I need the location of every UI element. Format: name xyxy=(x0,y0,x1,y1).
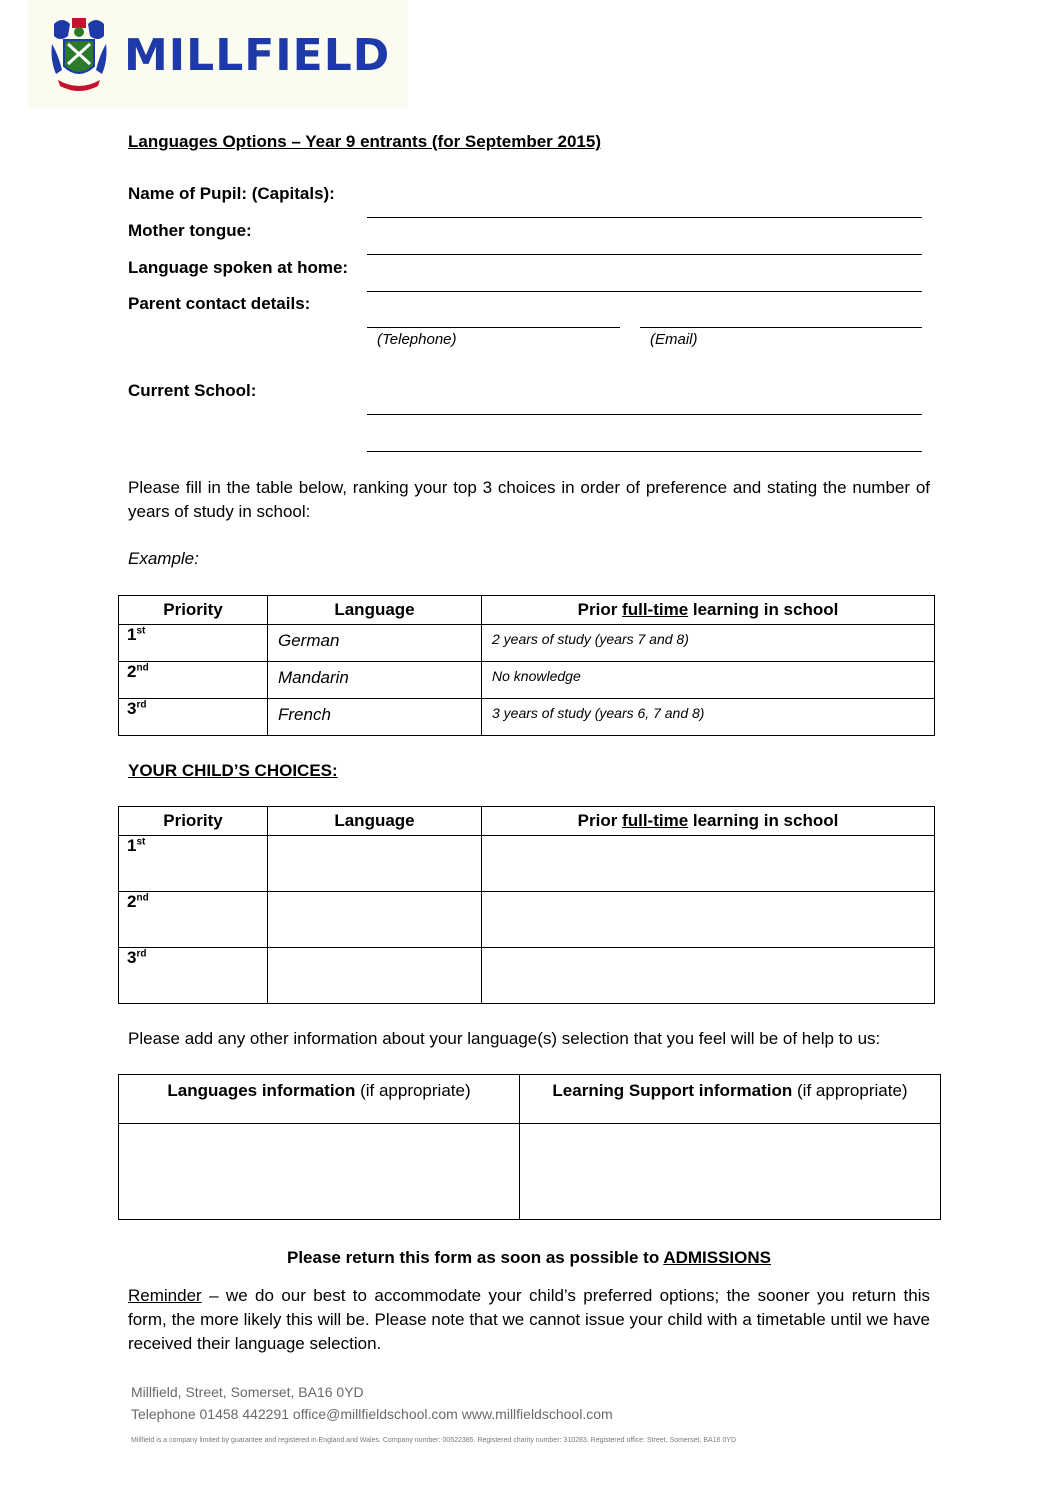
prior-cell: 2 years of study (years 7 and 8) xyxy=(482,625,935,662)
language-header: Language xyxy=(268,596,482,625)
priority-cell: 3rd xyxy=(119,948,268,1004)
parent-contact-label: Parent contact details: xyxy=(128,294,311,313)
mother-tongue-label: Mother tongue: xyxy=(128,221,252,240)
current-school-field-1[interactable] xyxy=(367,414,922,415)
priority-header: Priority xyxy=(119,807,268,836)
reminder-text: Reminder – we do our best to accommodate your child’s preferred options; the sooner you return this form, the more likely this will be. Please note that we cannot issue your child with a timetable until we have received their language selection. xyxy=(128,1286,930,1353)
language-cell: French xyxy=(268,699,482,736)
footer-address: Millfield, Street, Somerset, BA16 0YD xyxy=(131,1384,364,1400)
school-crest-icon xyxy=(48,14,110,98)
email-caption: (Email) xyxy=(650,331,698,348)
footer-contact: Telephone 01458 442291 office@millfieldschool.com www.millfieldschool.com xyxy=(131,1406,613,1422)
prior-input-cell[interactable] xyxy=(482,948,935,1004)
priority-cell: 2nd xyxy=(119,662,268,699)
language-input-cell[interactable] xyxy=(268,948,482,1004)
priority-cell: 3rd xyxy=(119,699,268,736)
home-language-field[interactable] xyxy=(367,291,922,292)
support-info-input[interactable] xyxy=(520,1124,941,1220)
languages-info-input[interactable] xyxy=(119,1124,520,1220)
languages-info-header: Languages information (if appropriate) xyxy=(119,1075,520,1124)
form-title: Languages Options – Year 9 entrants (for September 2015) xyxy=(128,132,602,151)
return-notice: Please return this form as soon as possible to ADMISSIONS xyxy=(287,1248,771,1267)
current-school-label: Current School: xyxy=(128,381,257,400)
footer-legal: Millfield is a company limited by guarantee and registered in England and Wales. Company number: 00522385. Registered charity number: 310283. Registered office: Street, Somerset, BA16 0YD xyxy=(131,1437,737,1444)
choices-table xyxy=(118,806,935,1004)
choices-heading: YOUR CHILD’S CHOICES: xyxy=(128,761,338,780)
table-row xyxy=(119,1124,941,1220)
prior-input-cell[interactable] xyxy=(482,892,935,948)
table-row xyxy=(119,892,935,948)
other-info-text: Please add any other information about your language(s) selection that you feel will be of help to us: xyxy=(128,1029,881,1048)
mother-tongue-field[interactable] xyxy=(367,254,922,255)
language-cell: Mandarin xyxy=(268,662,482,699)
prior-header: Prior full-time learning in school xyxy=(482,596,935,625)
table-row xyxy=(119,836,935,892)
email-field[interactable] xyxy=(640,327,922,328)
language-input-cell[interactable] xyxy=(268,892,482,948)
example-label: Example: xyxy=(128,549,199,568)
table-header-row xyxy=(119,596,935,625)
priority-cell: 1st xyxy=(119,836,268,892)
priority-header: Priority xyxy=(119,596,268,625)
example-table xyxy=(118,595,935,736)
info-table xyxy=(118,1074,941,1220)
table-header-row xyxy=(119,1075,941,1124)
table-header-row xyxy=(119,807,935,836)
language-header: Language xyxy=(268,807,482,836)
telephone-caption: (Telephone) xyxy=(377,331,457,348)
table-row xyxy=(119,625,935,662)
prior-cell: No knowledge xyxy=(482,662,935,699)
telephone-field[interactable] xyxy=(367,327,620,328)
language-input-cell[interactable] xyxy=(268,836,482,892)
pupil-name-field[interactable] xyxy=(367,217,922,218)
language-cell: German xyxy=(268,625,482,662)
pupil-name-label: Name of Pupil: (Capitals): xyxy=(128,184,335,203)
table-row xyxy=(119,948,935,1004)
table-row xyxy=(119,699,935,736)
brand-name: MILLFIELD xyxy=(124,30,391,81)
priority-cell: 1st xyxy=(119,625,268,662)
home-language-label: Language spoken at home: xyxy=(128,258,349,277)
prior-cell: 3 years of study (years 6, 7 and 8) xyxy=(482,699,935,736)
table-row xyxy=(119,662,935,699)
prior-header: Prior full-time learning in school xyxy=(482,807,935,836)
priority-cell: 2nd xyxy=(119,892,268,948)
current-school-field-2[interactable] xyxy=(367,451,922,452)
prior-input-cell[interactable] xyxy=(482,836,935,892)
support-info-header: Learning Support information (if appropriate) xyxy=(520,1075,941,1124)
instructions-text: Please fill in the table below, ranking your top 3 choices in order of preference and stating the number of years of study in school: xyxy=(128,478,930,521)
